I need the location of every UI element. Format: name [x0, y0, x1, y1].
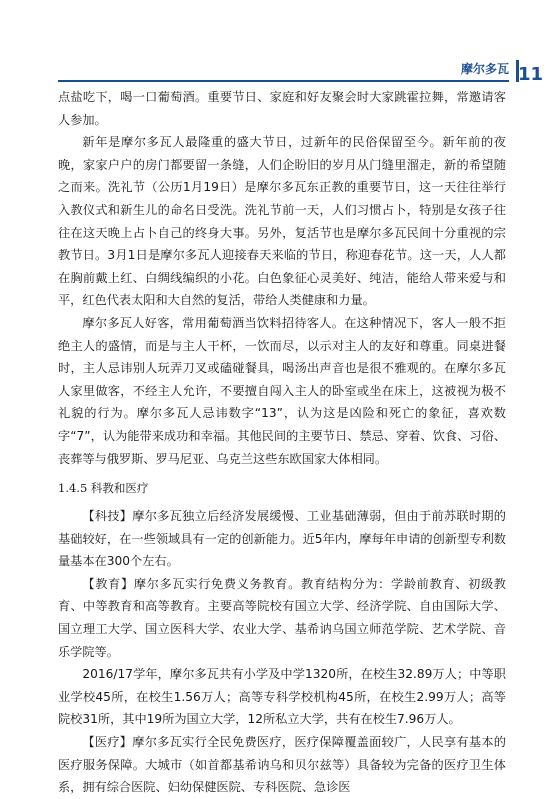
paragraph-medical: 【医疗】摩尔多瓦实行全民免费医疗，医疗保障覆盖面较广，人民享有基本的医疗服务保障。大城市（如首都基希讷乌和贝尔兹等）具备较为完备的医疗卫生体系，拥有综合医院、妇幼保健医院、专科医院、急诊医: [58, 735, 506, 795]
paragraph-new-year: 新年是摩尔多瓦人最隆重的盛大节日，过新年的民俗保留至今。新年前的夜晚，家家户户的房门都要留一条缝，人们企盼旧的岁月从门缝里溜走，新的希望随之而来。洗礼节（公历1月19日）是摩尔多瓦东正教的重要节日，这一天往往举行入教仪式和新生儿的命名日受洗。洗礼节前一天，人们习惯占卜，特别是女孩子往往在这天晚上占卜自己的终身大事。另外，复活节也是摩尔多瓦民间十分重视的宗教节日。3月1日是摩尔多瓦人迎接春天来临的节日，称迎春花节。这一天，人人都在胸前戴上红、白绸线编织的小花。白色象征心灵美好、纯洁，能给人带来爱与和平，红色代表太阳和大自然的复活，带给人类健康和力量。: [58, 135, 506, 308]
paragraph-science: 【科技】摩尔多瓦独立后经济发展缓慢、工业基础薄弱，但由于前苏联时期的基础较好，在一些领域具有一定的创新能力。近5年内，摩每年申请的创新型专利数量基本在300个左右。: [58, 509, 506, 569]
header-rule: [58, 80, 509, 82]
paragraph-education: 【教育】摩尔多瓦实行免费义务教育。教育结构分为：学龄前教育、初级教育、中等教育和高等教育。主要高等院校有国立大学、经济学院、自由国际大学、国立理工大学、国立医科大学、农业大学、基希讷乌国立师范学院、艺术学院、音乐学院等。: [58, 576, 506, 659]
running-title: 摩尔多瓦: [460, 62, 509, 76]
page-body: [58, 86, 506, 799]
section-heading: 1.4.5 科教和医疗: [58, 481, 149, 496]
paragraph-hospitality: 摩尔多瓦人好客，常用葡萄酒当饮料招待客人。在这种情况下，客人一般不拒绝主人的盛情，而是与主人干杯，一饮而尽，以示对主人的友好和尊重。同桌进餐时，主人忌讳别人玩弄刀叉或磕碰餐具，喝汤出声音也是很不雅观的。在摩尔多瓦人家里做客，不经主人允许，不要擅自闯入主人的卧室或坐在床上，这被视为极不礼貌的行为。摩尔多瓦人忌讳数字“13”，认为这是凶险和死亡的象征，喜欢数字“7”，认为能带来成功和幸福。其他民间的主要节日、禁忌、穿着、饮食、习俗、丧葬等与俄罗斯、罗马尼亚、乌克兰这些东欧国家大体相同。: [58, 315, 506, 466]
paragraph-continuation: 点盐吃下，喝一口葡萄酒。重要节日、家庭和好友聚会时大家跳霍拉舞，常邀请客人参加。: [58, 90, 506, 127]
page-number: 11: [518, 64, 544, 85]
paragraph-school-stats: 2016/17学年，摩尔多瓦共有小学及中学1320所，在校生32.89万人；中等职业学校45所，在校生1.56万人；高等专科学校机构45所，在校生2.99万人；高等院校31所，其中19所为国立大学，12所私立大学，共有在校生7.96万人。: [58, 667, 506, 727]
